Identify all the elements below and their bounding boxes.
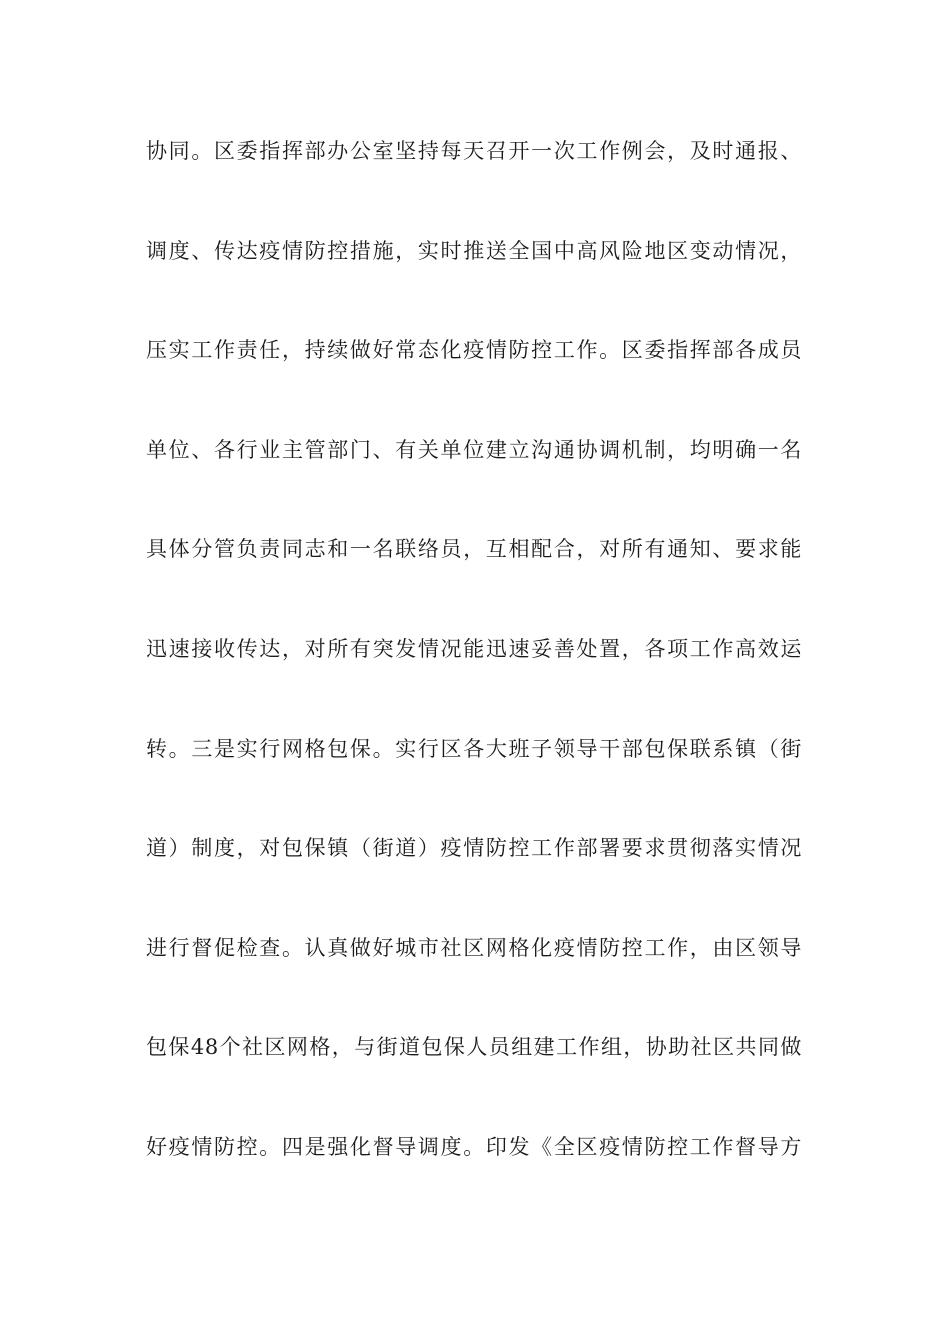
text-line: 进行督促检查。认真做好城市社区网格化疫情防控工作，由区领导: [146, 935, 802, 960]
text-line: 协同。区委指挥部办公室坚持每天召开一次工作例会，及时通报、: [146, 139, 802, 163]
text-line: 道）制度，对包保镇（街道）疫情防控工作部署要求贯彻落实情况: [146, 836, 802, 861]
text-line: 压实工作责任，持续做好常态化疫情防控工作。区委指挥部各成员: [146, 338, 802, 363]
text-line: 迅速接收传达，对所有突发情况能迅速妥善处置，各项工作高效运: [146, 636, 802, 661]
text-line: 调度、传达疫情防控措施，实时推送全国中高风险地区变动情况，: [146, 238, 802, 263]
text-line: 好疫情防控。四是强化督导调度。印发《全区疫情防控工作督导方: [146, 1134, 802, 1159]
text-line: 包保48个社区网格，与街道包保人员组建工作组，协助社区共同做: [146, 1035, 802, 1060]
text-line: 转。三是实行网格包保。实行区各大班子领导干部包保联系镇（街: [146, 736, 802, 761]
text-line: 具体分管负责同志和一名联络员，互相配合，对所有通知、要求能: [146, 537, 802, 562]
body-text: [146, 133, 806, 1229]
text-line: 单位、各行业主管部门、有关单位建立沟通协调机制，均明确一名: [146, 437, 802, 462]
